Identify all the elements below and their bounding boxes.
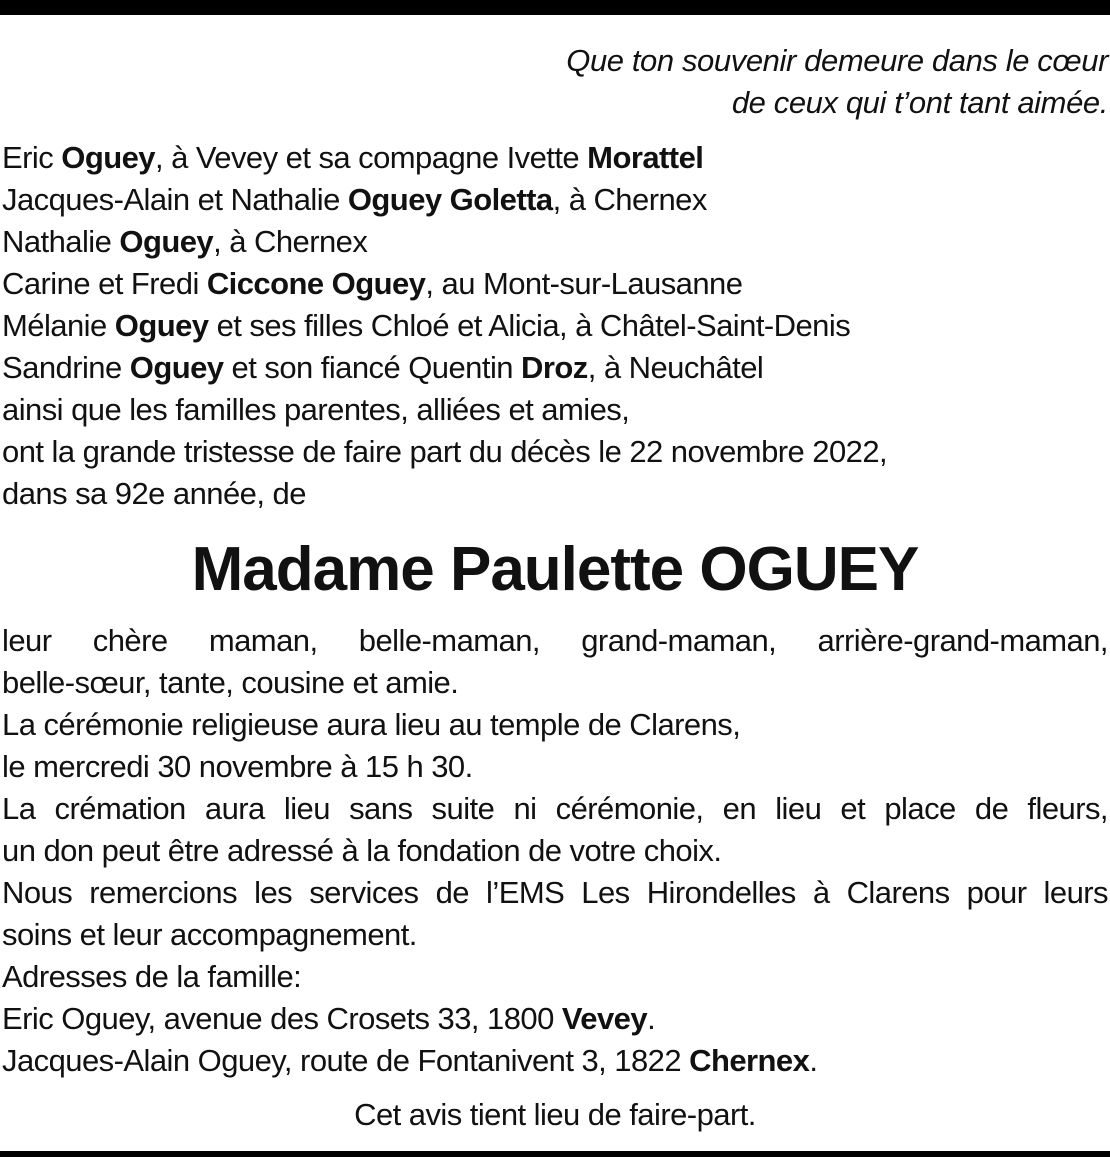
family-member [2,263,887,305]
surname: Oguey [129,350,224,385]
text: , à Chernex [552,182,707,217]
family-list [2,137,887,515]
family-member [2,221,887,263]
text: Carine et Fredi [2,266,207,301]
address-line [2,998,1108,1040]
text: , à Vevey et sa compagne Ivette [154,140,588,175]
intro-line: ainsi que les familles parentes, alliées et amies, [2,392,630,427]
addresses-heading: Adresses de la famille: [2,959,302,994]
family-member [2,305,887,347]
address-end: . [809,1043,818,1078]
address-city: Vevey [561,1001,648,1036]
address-city: Chernex [689,1043,810,1078]
relation-line: belle-sœur, tante, cousine et amie. [2,665,459,700]
surname: Oguey [61,140,155,175]
address-line [2,1040,1108,1082]
text: , à Neuchâtel [587,350,764,385]
text: Nathalie [2,224,120,259]
family-member [2,347,887,389]
thanks-line: Nous remercions les services de l’EMS Les Hirondelles à Clarens pour leurs [2,875,1108,910]
ceremony-line: le mercredi 30 novembre à 15 h 30. [2,749,473,784]
surname: Droz [521,350,588,385]
text: Jacques-Alain et Nathalie [2,182,348,217]
bottom-border [0,1151,1110,1157]
epigraph-line: de ceux qui t’ont tant aimée. [731,85,1108,120]
text: Mélanie [2,308,115,343]
epigraph [566,40,1108,124]
intro-line: ont la grande tristesse de faire part du décès le 22 novembre 2022, [2,434,888,469]
surname: Ciccone Oguey [206,266,426,301]
deceased-name: Madame Paulette OGUEY [191,535,919,604]
surname: Morattel [587,140,704,175]
text: , au Mont-sur-Lausanne [425,266,743,301]
address-end: . [647,1001,656,1036]
relation-line: leur chère maman, belle-maman, grand-maman, arrière-grand-maman, [2,623,1108,658]
text: et son fiancé Quentin [223,350,522,385]
cremation-line: un don peut être adressé à la fondation de votre choix. [2,833,722,868]
text: Sandrine [2,350,130,385]
cremation-line: La crémation aura lieu sans suite ni cérémonie, en lieu et place de fleurs, [2,791,1108,826]
text: , à Chernex [213,224,368,259]
top-border [0,0,1110,15]
text: et ses filles Chloé et Alicia, à Châtel-Saint-Denis [208,308,851,343]
intro-line: dans sa 92e année, de [2,476,306,511]
thanks-line: soins et leur accompagnement. [2,917,417,952]
footer-note: Cet avis tient lieu de faire-part. [354,1097,756,1132]
epigraph-line: Que ton souvenir demeure dans le cœur [566,43,1108,78]
surname: Oguey [119,224,214,259]
text: Eric [2,140,62,175]
ceremony-line: La cérémonie religieuse aura lieu au temple de Clarens, [2,707,741,742]
address-text: Eric Oguey, avenue des Crosets 33, 1800 [2,1001,562,1036]
announcement-body [2,620,1108,1082]
address-text: Jacques-Alain Oguey, route de Fontanivent 3, 1822 [2,1043,690,1078]
family-member [2,137,887,179]
family-member [2,179,887,221]
surname: Oguey [114,308,209,343]
surname: Oguey Goletta [347,182,553,217]
